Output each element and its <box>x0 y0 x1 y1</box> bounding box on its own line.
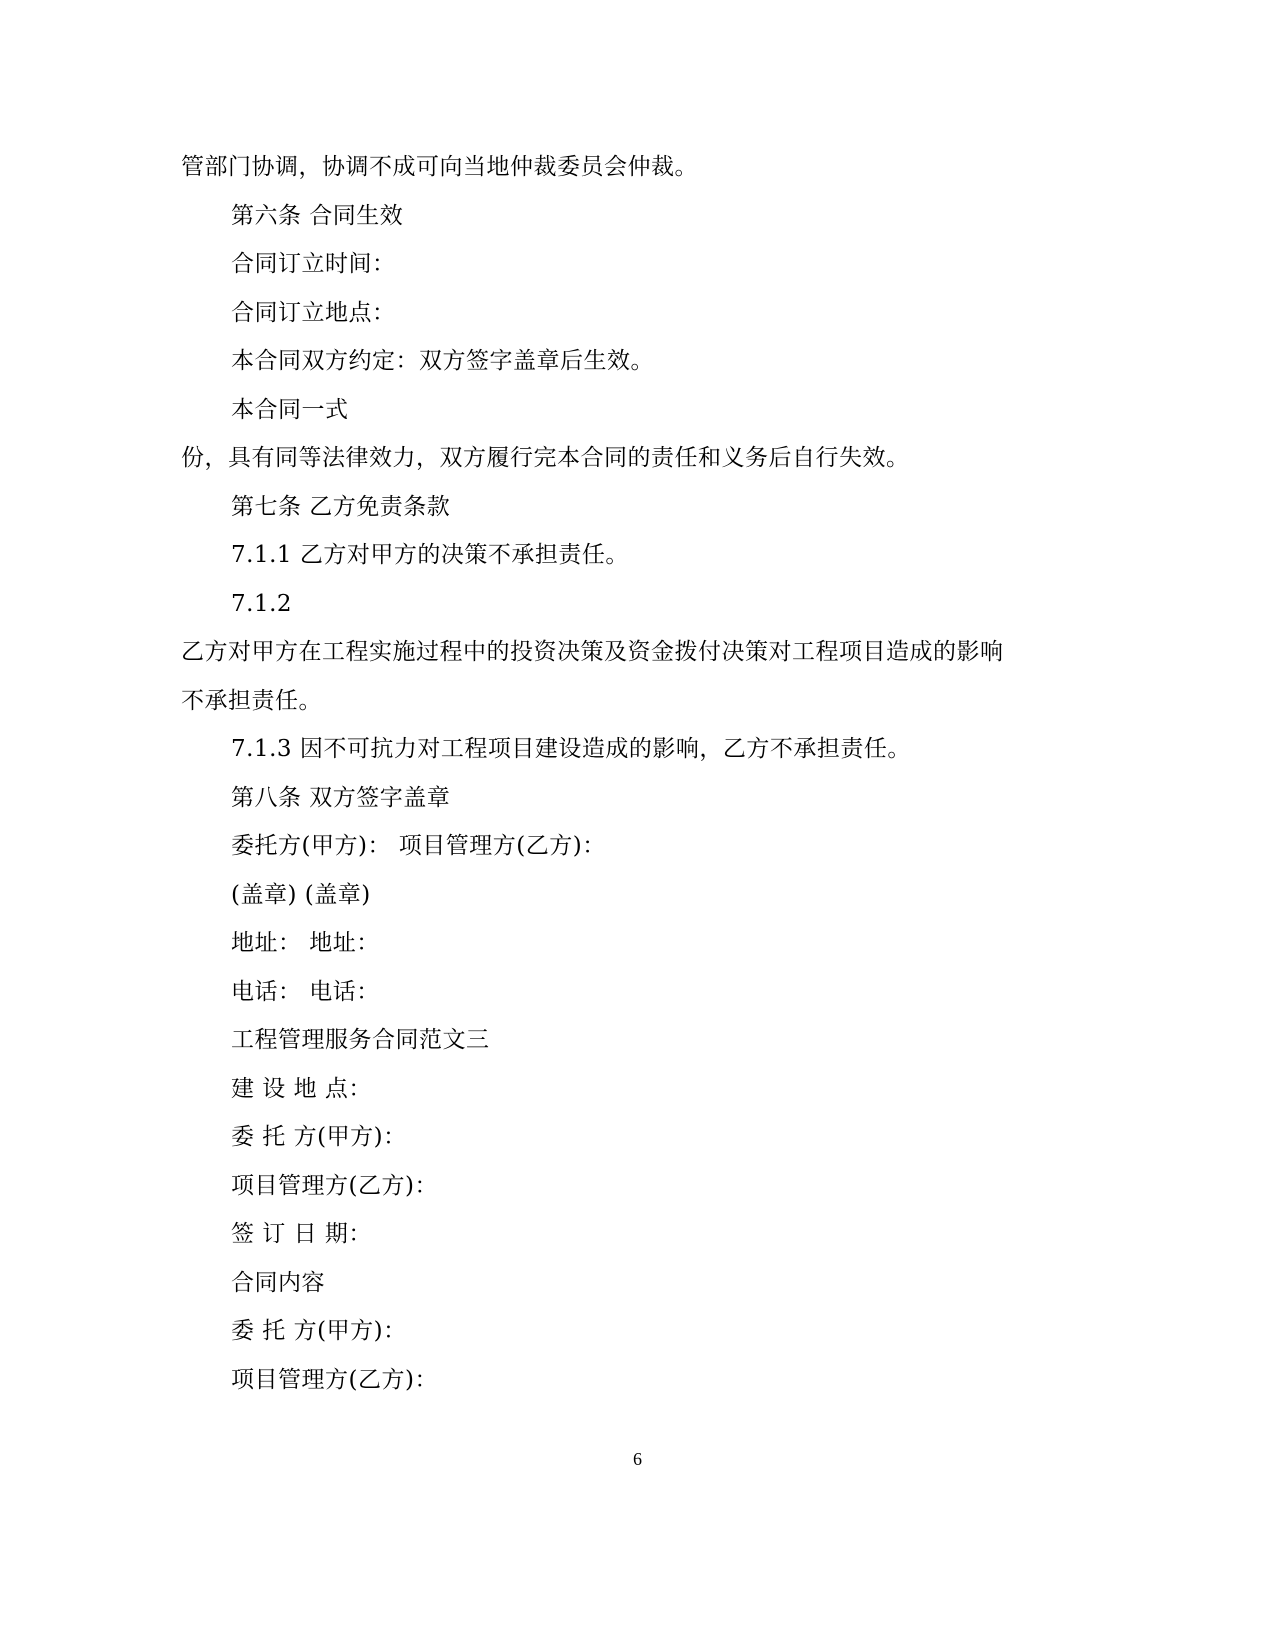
form-line: 签 订 日 期： <box>231 1221 372 1247</box>
form-line: 委 托 方(甲方)： <box>231 1124 407 1150</box>
form-line: 建 设 地 点： <box>231 1075 372 1102</box>
section-title: 工程管理服务合同范文三 <box>231 1027 490 1053</box>
clause-line: 7.1.2 <box>231 590 293 617</box>
text-line: 份，具有同等法律效力，双方履行完本合同的责任和义务后自行失效。 <box>181 445 910 471</box>
text-line: 本合同一式 <box>231 396 349 423</box>
text-line: 合同订立地点： <box>231 299 396 326</box>
article-heading: 第六条 合同生效 <box>231 202 404 229</box>
signature-line: 电话： 电话： <box>231 978 380 1005</box>
form-line: 项目管理方(乙方)： <box>231 1366 438 1393</box>
text-line: 管部门协调，协调不成可向当地仲裁委员会仲裁。 <box>181 154 698 180</box>
form-line: 项目管理方(乙方)： <box>231 1172 438 1199</box>
clause-line: 7.1.1 乙方对甲方的决策不承担责任。 <box>231 542 629 568</box>
article-heading: 第八条 双方签字盖章 <box>231 784 451 811</box>
text-line: 不承担责任。 <box>181 687 322 714</box>
signature-line: 委托方(甲方)： 项目管理方(乙方)： <box>231 833 606 859</box>
text-line: 乙方对甲方在工程实施过程中的投资决策及资金拨付决策对工程项目造成的影响 <box>181 639 1004 665</box>
signature-line: 地址： 地址： <box>231 930 380 956</box>
text-line: 本合同双方约定：双方签字盖章后生效。 <box>231 348 654 374</box>
section-title: 合同内容 <box>231 1269 325 1296</box>
page-number: 6 <box>633 1449 642 1469</box>
clause-line: 7.1.3 因不可抗力对工程项目建设造成的影响，乙方不承担责任。 <box>231 736 911 762</box>
document-body <box>0 143 1275 1404</box>
text-line: 合同订立时间： <box>231 251 396 277</box>
form-line: 委 托 方(甲方)： <box>231 1318 407 1344</box>
article-heading: 第七条 乙方免责条款 <box>231 493 451 520</box>
signature-line: (盖章) (盖章) <box>231 881 371 908</box>
